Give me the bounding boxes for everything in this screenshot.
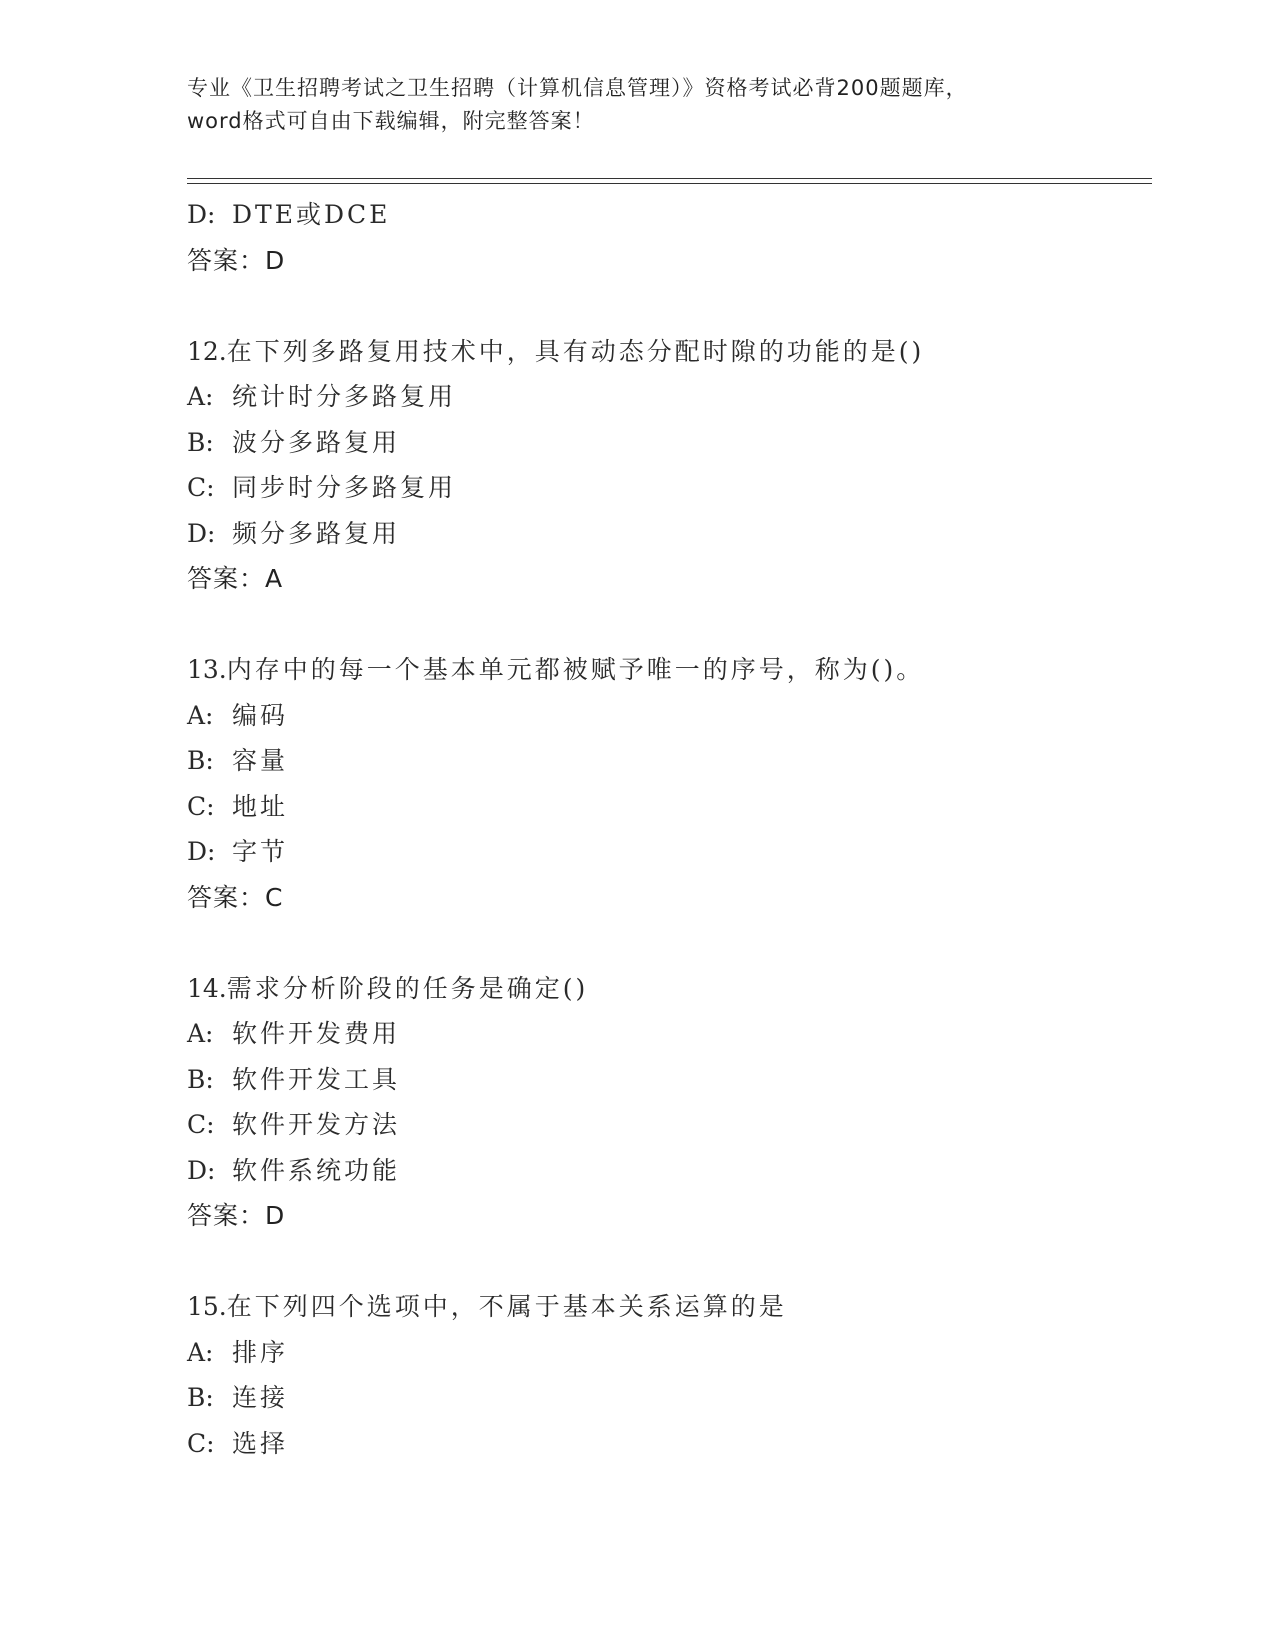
option-text: 容量 [232, 746, 289, 775]
option-line [187, 1011, 1152, 1057]
option-letter: D: [187, 1155, 216, 1185]
option-text: 软件开发方法 [232, 1110, 401, 1139]
option-text: 软件系统功能 [232, 1155, 401, 1185]
option-letter: D: [187, 200, 216, 229]
option-text: 同步时分多路复用 [232, 473, 457, 502]
option-letter: A: [187, 1019, 214, 1048]
option-letter: C: [187, 473, 215, 502]
answer-line: 答案：A [187, 564, 284, 593]
option-letter: C: [187, 1428, 215, 1458]
question-stem [187, 1284, 1152, 1330]
option-letter: A: [187, 700, 214, 730]
option-letter: B: [187, 1064, 214, 1094]
option-line [187, 1057, 1152, 1103]
option-letter: B: [187, 1383, 214, 1412]
option-letter: B: [187, 746, 214, 775]
option-line [187, 1330, 1152, 1376]
question-number: 13. [187, 655, 227, 684]
header-divider-bottom [187, 183, 1152, 184]
option-letter: B: [187, 427, 214, 457]
option-letter: C: [187, 1110, 215, 1139]
question-stem [187, 329, 1152, 375]
option-text: 软件开发费用 [232, 1019, 401, 1048]
option-line [187, 693, 1152, 739]
header-divider-top [187, 178, 1152, 179]
question-number: 12. [187, 336, 227, 366]
option-text: 地址 [232, 791, 289, 821]
option-line [187, 738, 1152, 784]
question-list [187, 192, 1152, 1466]
header-title-line-1: 专业《卫生招聘考试之卫生招聘（计算机信息管理）》资格考试必背200题题库， [187, 76, 968, 100]
option-text: 波分多路复用 [232, 427, 401, 457]
option-text: 字节 [232, 837, 289, 866]
option-text: 编码 [232, 700, 289, 730]
document-header [187, 72, 1087, 138]
option-text: DTE或DCE [232, 200, 391, 229]
answer-line: 答案：D [187, 1201, 286, 1230]
option-text: 软件开发工具 [232, 1064, 401, 1094]
option-line [187, 420, 1152, 466]
option-line [187, 1102, 1152, 1148]
option-line [187, 1421, 1152, 1467]
question-number: 14. [187, 973, 227, 1003]
option-letter: D: [187, 837, 216, 866]
option-line [187, 511, 1152, 557]
question-text: 在下列多路复用技术中，具有动态分配时隙的功能的是() [226, 336, 925, 366]
question-spacer [187, 920, 1152, 966]
question-block-15 [187, 1284, 1152, 1466]
option-line [187, 1148, 1152, 1194]
header-title-line-2: word格式可自由下载编辑，附完整答案！ [187, 109, 595, 133]
option-text: 选择 [232, 1428, 289, 1458]
question-text: 内存中的每一个基本单元都被赋予唯一的序号，称为()。 [226, 655, 925, 684]
option-letter: C: [187, 791, 215, 821]
option-text: 频分多路复用 [232, 518, 401, 548]
question-spacer [187, 1239, 1152, 1285]
answer-line: 答案：D [187, 245, 286, 275]
option-text: 连接 [232, 1383, 289, 1412]
question-block-12 [187, 329, 1152, 602]
option-line [187, 374, 1152, 420]
question-spacer [187, 283, 1152, 329]
question-text: 在下列四个选项中，不属于基本关系运算的是 [226, 1292, 787, 1321]
option-text: 排序 [232, 1337, 289, 1367]
option-line [187, 829, 1152, 875]
option-line [187, 1375, 1152, 1421]
option-text: 统计时分多路复用 [232, 382, 457, 411]
option-line [187, 465, 1152, 511]
question-block-14 [187, 966, 1152, 1239]
option-line [187, 784, 1152, 830]
question-spacer [187, 602, 1152, 648]
question-stem [187, 966, 1152, 1012]
question-block-previous [187, 192, 1152, 283]
answer-line: 答案：C [187, 882, 284, 912]
question-number: 15. [187, 1292, 227, 1321]
option-line [187, 192, 1152, 238]
question-stem [187, 647, 1152, 693]
option-letter: A: [187, 1337, 214, 1367]
question-block-13 [187, 647, 1152, 920]
question-text: 需求分析阶段的任务是确定() [226, 973, 589, 1003]
option-letter: A: [187, 382, 214, 411]
option-letter: D: [187, 518, 216, 548]
